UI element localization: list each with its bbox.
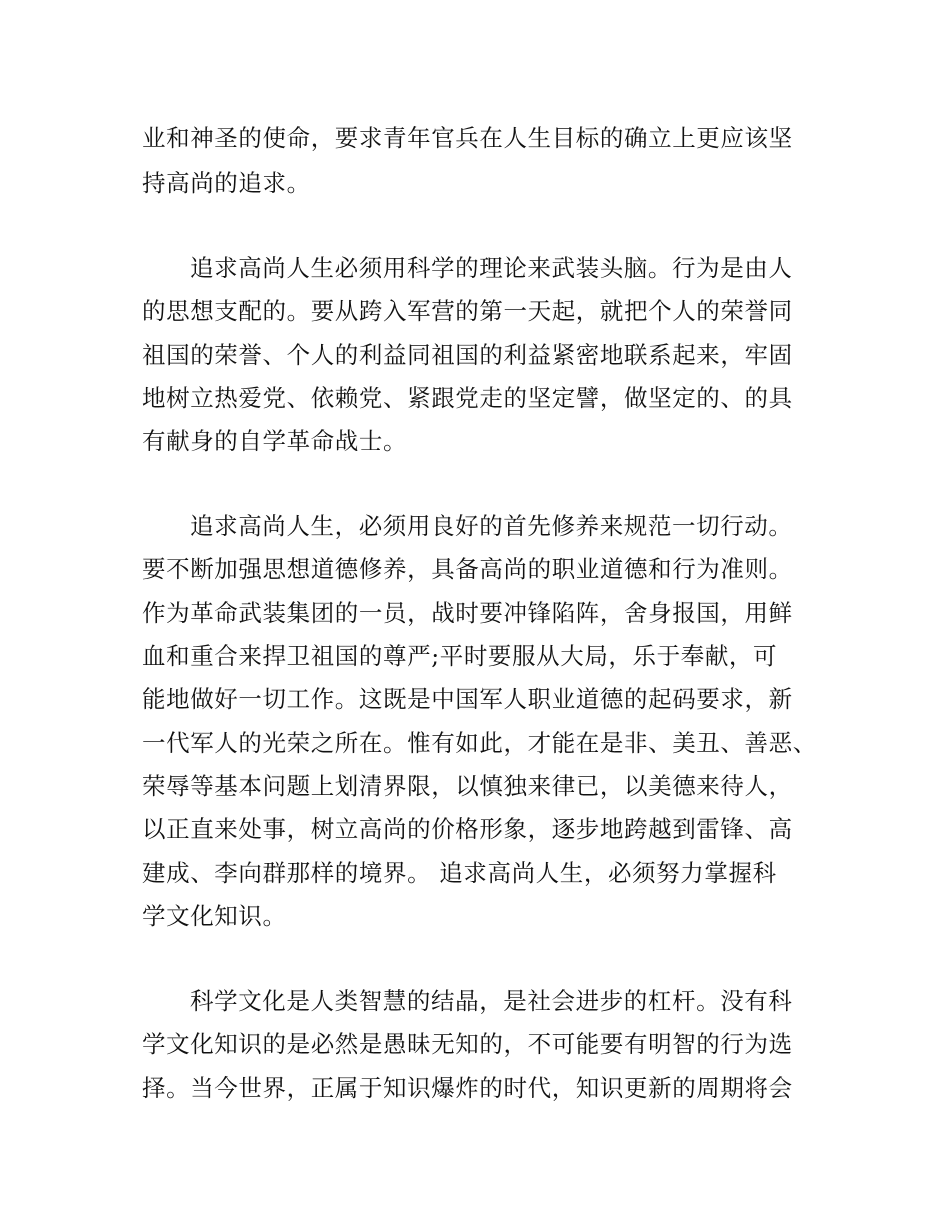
paragraph-3-line-1: 追求高尚人生，必须用良好的首先修养来规范一切行动。: [190, 512, 793, 540]
paragraph-3-line-5: 能地做好一切工作。这既是中国军人职业道德的起码要求，新: [142, 685, 793, 713]
paragraph-2-line-3: 祖国的荣誉、个人的利益同祖国的利益紧密地联系起来，牢固: [142, 341, 793, 369]
paragraph-4-line-3: 择。当今世界，正属于知识爆炸的时代，知识更新的周期将会: [142, 1074, 793, 1102]
paragraph-2-line-4: 地树立热爱党、依赖党、紧跟党走的坚定譬，做坚定的、的具: [142, 384, 793, 412]
paragraph-3-line-8: 以正直来处事，树立高尚的价格形象，逐步地跨越到雷锋、高: [142, 815, 793, 843]
paragraph-4-line-1: 科学文化是人类智慧的结晶，是社会进步的杠杆。没有科: [190, 987, 793, 1015]
paragraph-3-line-2: 要不断加强思想道德修养，具备高尚的职业道德和行为准则。: [142, 555, 793, 583]
paragraph-3-line-9: 建成、李向群那样的境界。 追求高尚人生，必须努力掌握科: [142, 859, 777, 887]
paragraph-3-line-3: 作为革命武装集团的一员，战时要冲锋陷阵，舍身报国，用鲜: [142, 599, 793, 627]
paragraph-2-line-1: 追求高尚人生必须用科学的理论来武装头脑。行为是由人: [190, 254, 793, 282]
paragraph-2-line-2: 的思想支配的。要从跨入军营的第一天起，就把个人的荣誉同: [142, 297, 793, 325]
paragraph-1-line-1: 业和神圣的使命，要求青年官兵在人生目标的确立上更应该坚: [142, 124, 793, 152]
paragraph-2-line-5: 有献身的自学革命战士。: [142, 427, 408, 455]
paragraph-4-line-2: 学文化知识的是必然是愚昧无知的，不可能要有明智的行为选: [142, 1030, 793, 1058]
paragraph-3-line-10: 学文化知识。: [142, 902, 287, 930]
paragraph-3-line-6: 一代军人的光荣之所在。惟有如此，才能在是非、美丑、善恶、: [142, 729, 817, 757]
paragraph-3-line-7: 荣辱等基本问题上划清界限，以慎独来律已，以美德来待人，: [142, 772, 793, 800]
paragraph-3-line-4: 血和重合来捍卫祖国的尊严;平时要服从大局，乐于奉献，可: [142, 642, 778, 670]
paragraph-1-line-2: 持高尚的追求。: [142, 169, 311, 197]
